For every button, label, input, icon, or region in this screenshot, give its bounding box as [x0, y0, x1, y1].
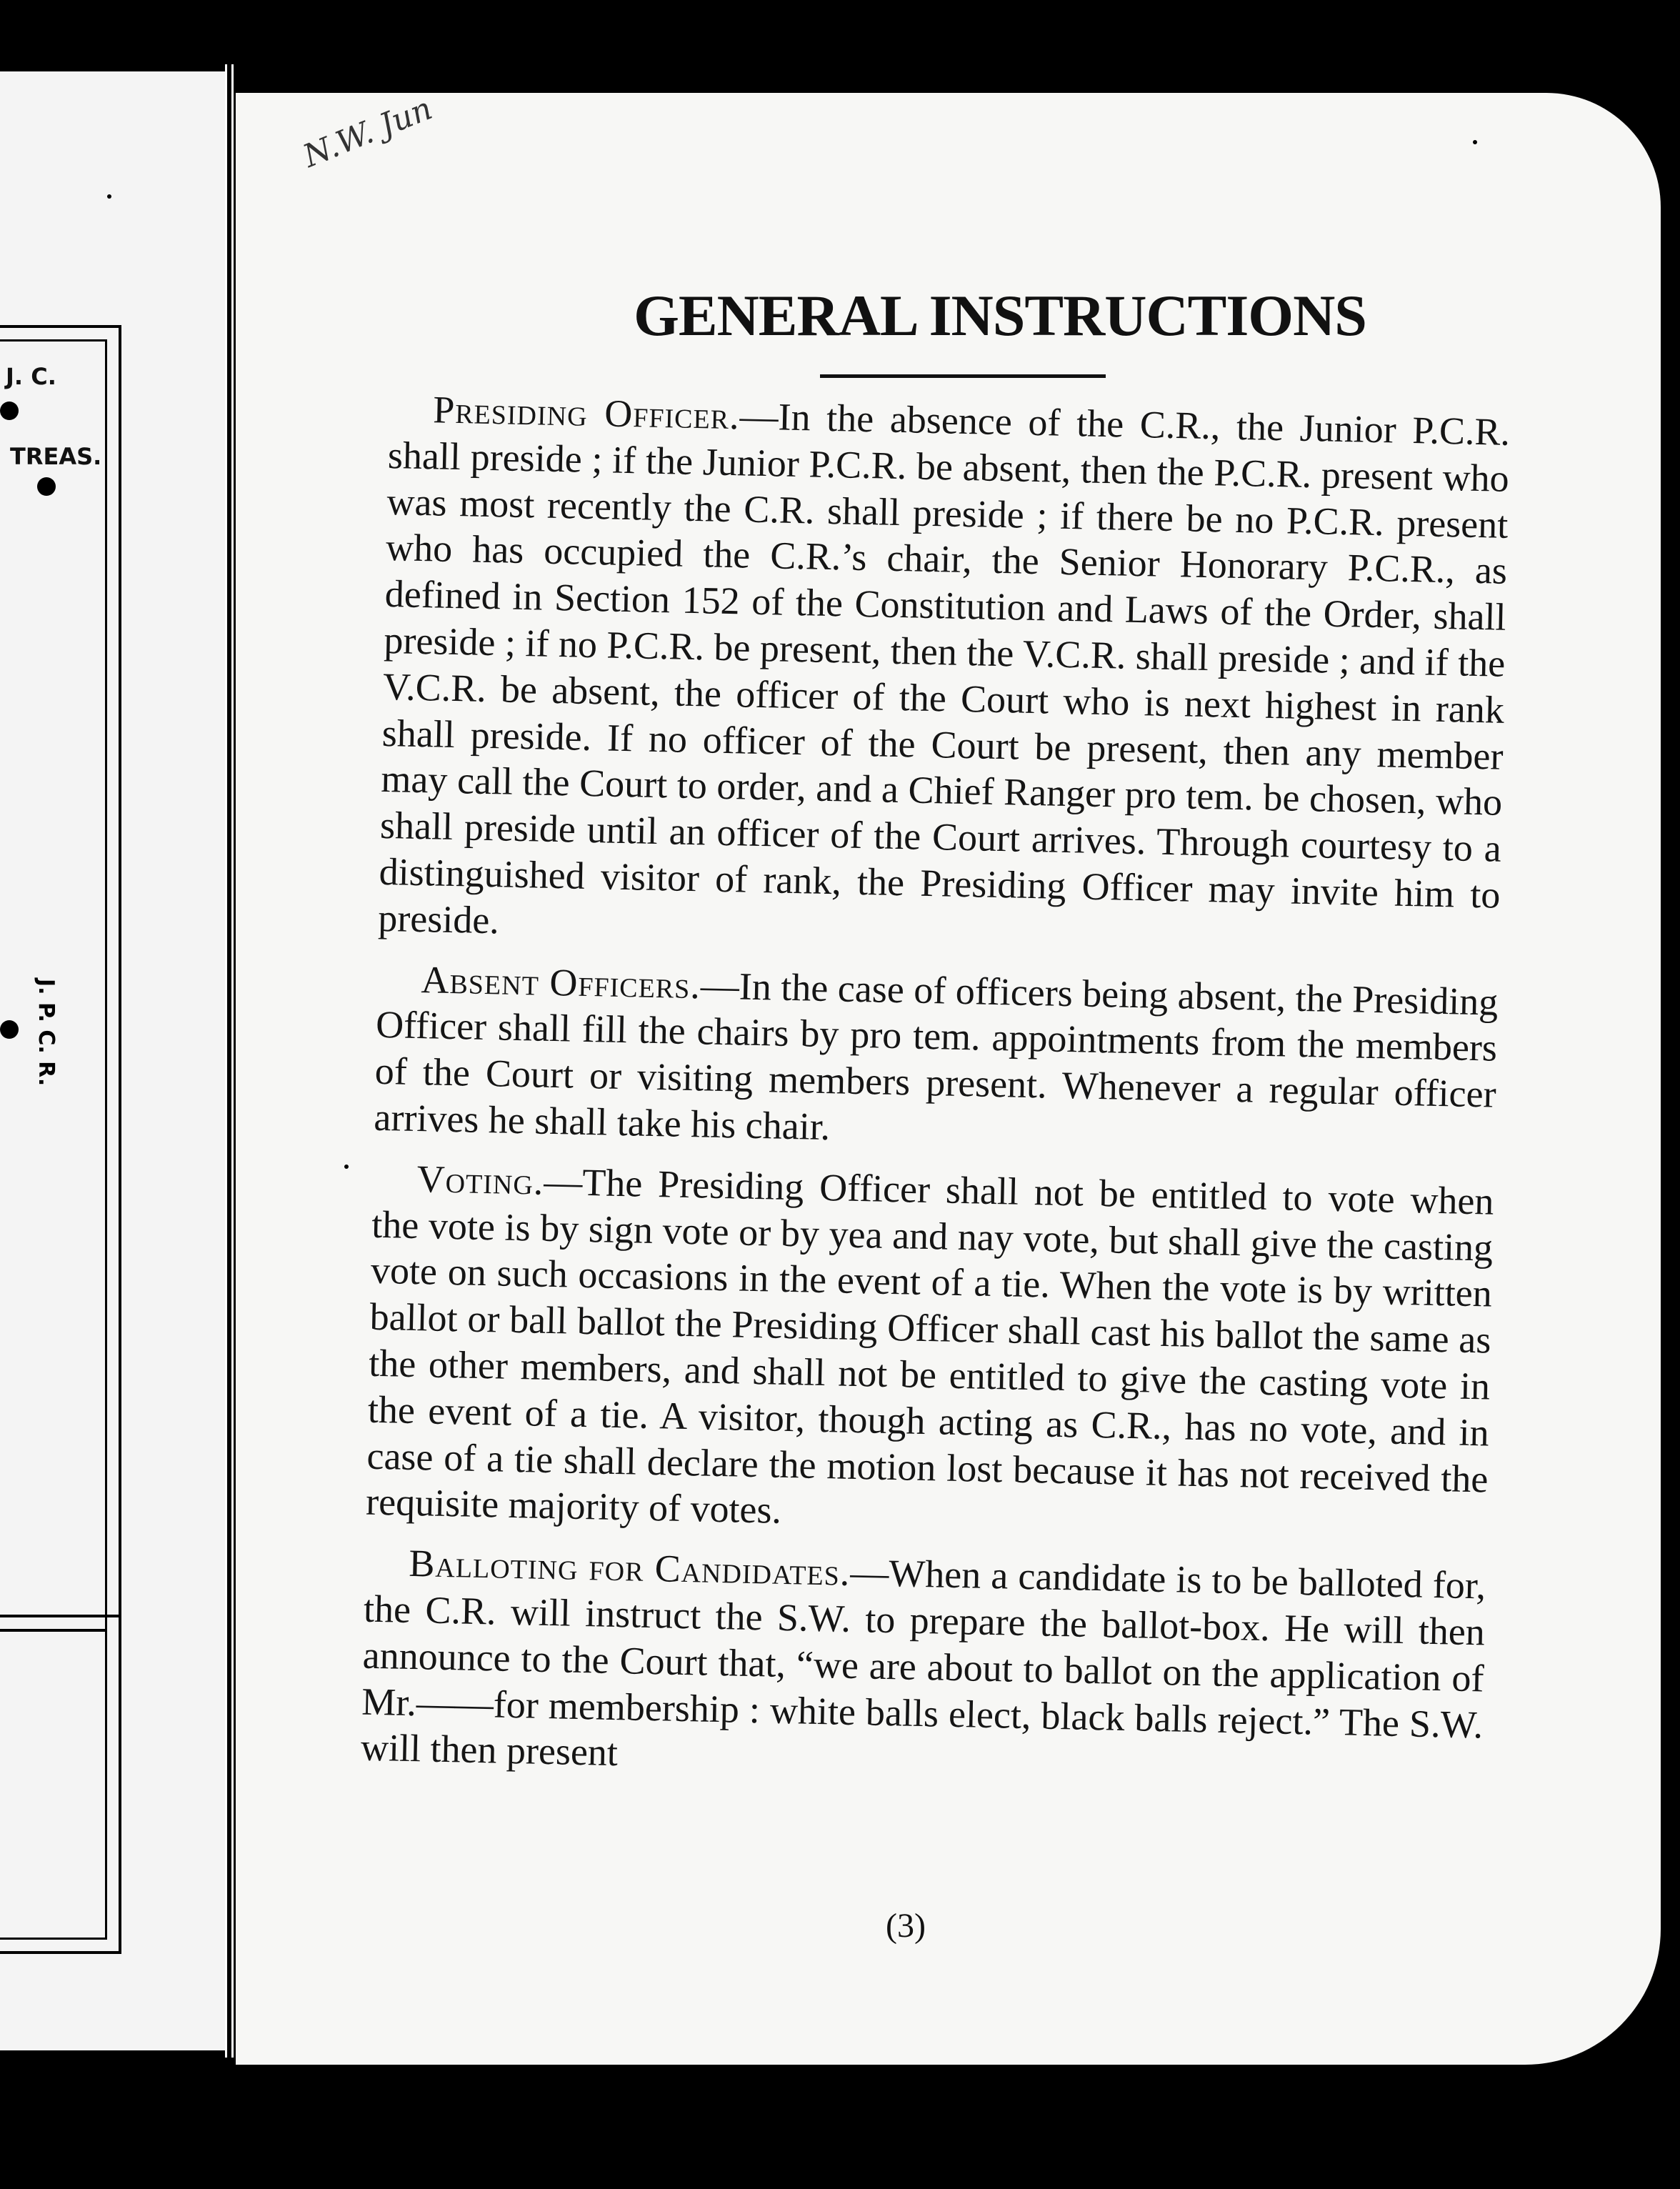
section-heading: Balloting for Candidates.	[408, 1542, 851, 1594]
label-jpcr: J. P. C. R.	[34, 979, 59, 1087]
section-heading: Voting.	[416, 1157, 545, 1203]
page-title: GENERAL INSTRUCTIONS	[634, 283, 1366, 348]
label-treas: TREAS.	[10, 443, 102, 470]
handwritten-annotation: N.W. Jun	[298, 90, 438, 175]
left-page-border-inner	[0, 339, 107, 1940]
section-text: —When a candidate is to be balloted for, the C.R. will instruct the S.W. to prepare the ballot-box. He will then announce to the Court that, “we are about to ballot on the application of Mr.——for membership : white balls elect, black balls reject.” The S.W. will then present	[360, 1551, 1486, 1775]
scan-speck	[686, 2097, 690, 2101]
section-voting	[366, 1155, 1495, 1549]
section-balloting	[360, 1540, 1486, 1795]
book-spine-line	[227, 64, 231, 2058]
jc-dot	[0, 402, 19, 420]
instructions-body	[360, 386, 1511, 1809]
section-text: —In the absence of the C.R., the Junior P.C.R. shall preside ; if the Junior P.C.R. be absent, then the P.C.R. present who was most recently the C.R. shall preside ; if there be no P.C.R. present who has occupied the C.R.’s chair, the Senior Honorary P.C.R., as defined in Section 152 of the Constitution and Laws of the Order, shall preside ; if no P.C.R. be present, then the V.C.R. shall preside ; and if the V.C.R. be absent, the officer of the Court who is next highest in rank shall preside. If no officer of the Court be present, then any member may call the Court to order, and a Chief Ranger pro tem. be chosen, who shall preside until an officer of the Court arrives. Through courtesy to a distinguished visitor of rank, the Presiding Officer may invite him to preside.	[377, 394, 1511, 942]
left-page-divider	[0, 1615, 121, 1617]
scan-speck	[344, 1165, 349, 1169]
section-absent-officers	[374, 955, 1499, 1164]
section-text: —The Presiding Officer shall not be entitled to vote when the vote is by sign vote or by yea and nay vote, but shall give the casting vote on such occasions in the event of a tie. When the vote is by written ballot or ball ballot the Presiding Officer shall cast his ballot the same as the other members, and shall not be entitled to give the casting vote in the event of a tie. A visitor, though acting as C.R., has no vote, and in case of a tie shall declare the motion lost because it has not received the requisite majority of votes.	[365, 1160, 1495, 1532]
section-heading: Presiding Officer.	[432, 388, 741, 438]
page-number: (3)	[886, 1907, 926, 1945]
jpcr-dot	[0, 1020, 19, 1039]
scan-speck	[1473, 140, 1477, 144]
section-presiding-officer	[378, 386, 1511, 964]
section-text: —In the case of officers being absent, the Presiding Officer shall fill the chairs by pro tem. appointments from the members of the Court or visiting members present. Whenever a regular officer arrives he shall take his chair.	[373, 963, 1499, 1149]
left-page-fragment	[0, 71, 232, 2050]
label-jc: J. C.	[6, 363, 56, 390]
treas-dot	[37, 477, 56, 496]
scan-speck	[107, 194, 111, 199]
scan-speck	[259, 71, 263, 76]
section-heading: Absent Officers.	[420, 957, 701, 1007]
left-page-divider-inner	[0, 1629, 107, 1632]
title-rule	[820, 374, 1106, 378]
